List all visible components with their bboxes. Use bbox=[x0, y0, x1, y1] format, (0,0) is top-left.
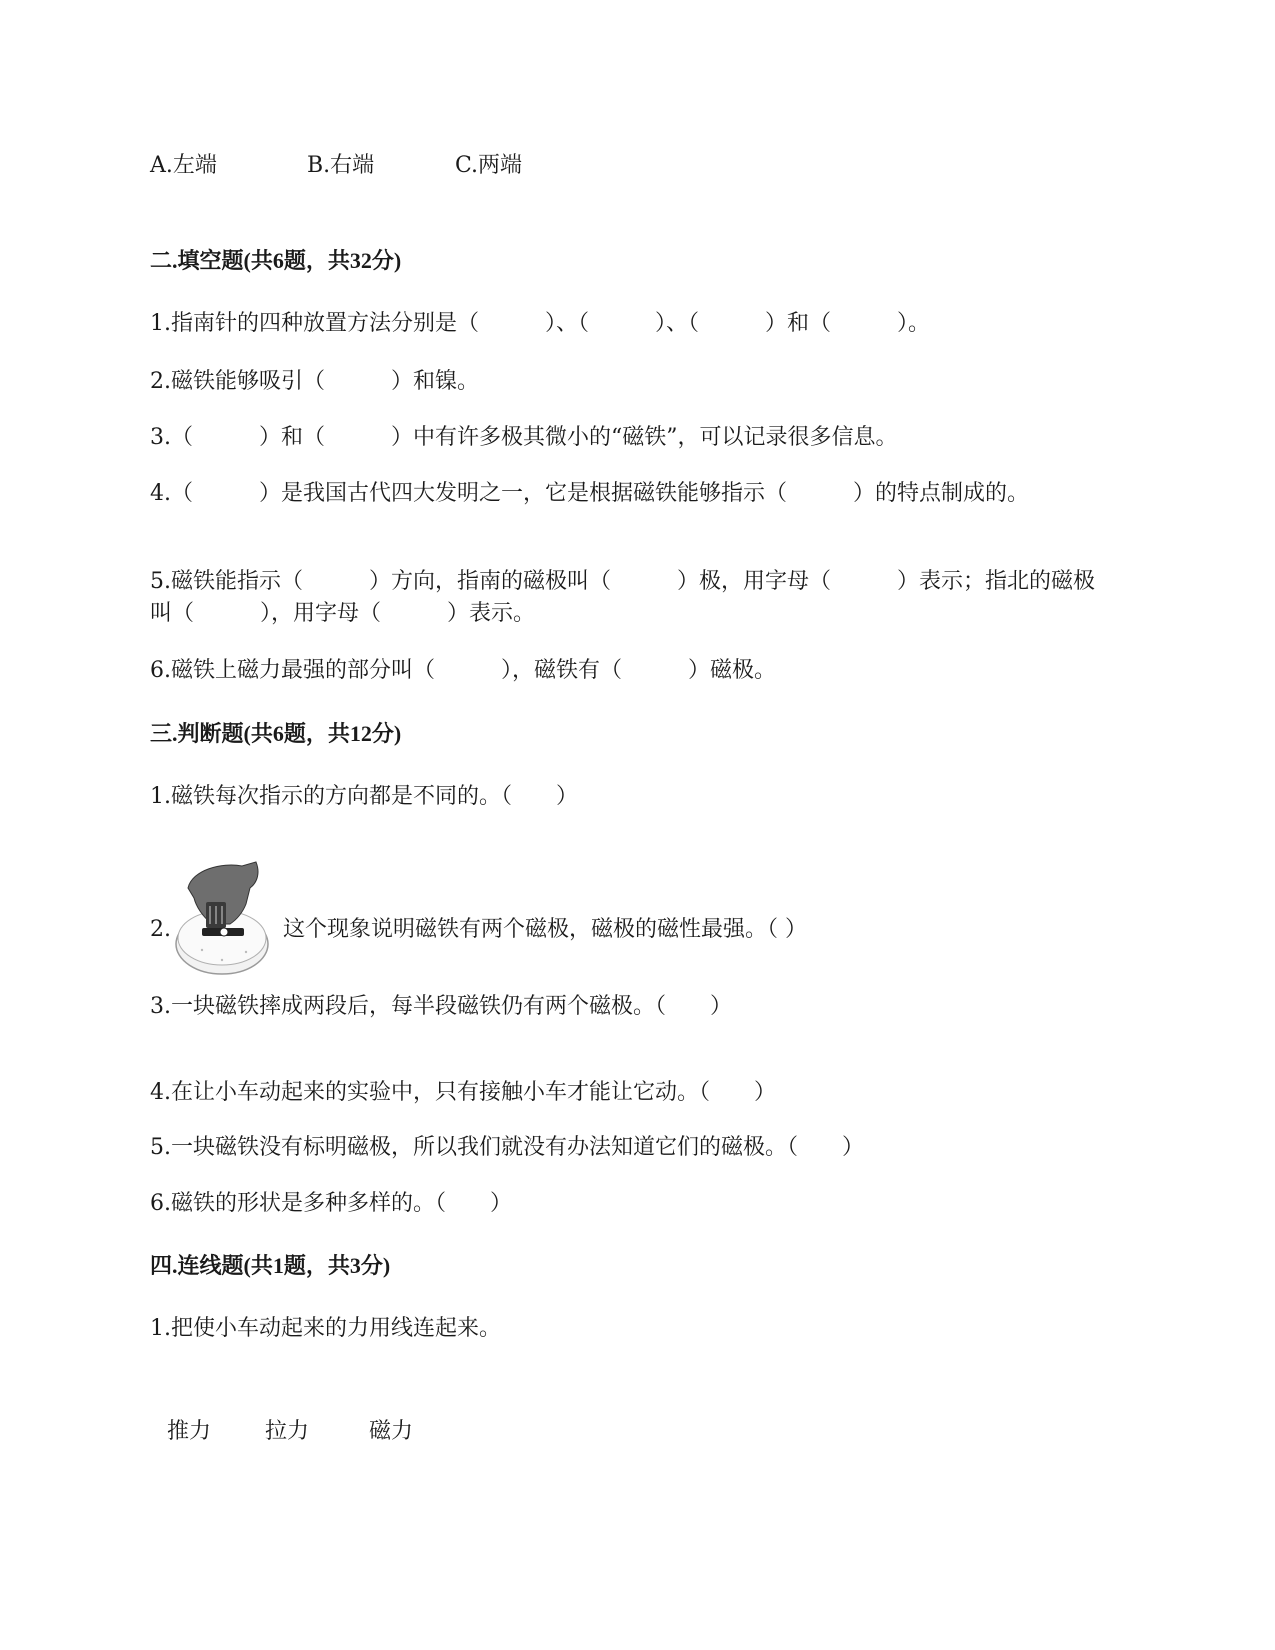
section4-question-1: 1.把使小车动起来的力用线连起来。 bbox=[150, 1316, 501, 1341]
section2-question-2: 2.磁铁能够吸引（ ）和镍。 bbox=[150, 369, 479, 394]
section2-question-5: 5.磁铁能指示（ ）方向，指南的磁极叫（ ）极，用字母（ ）表示；指北的磁极叫（ ），用字母（ ）表示。 bbox=[150, 569, 1095, 626]
magnet-compass-illustration bbox=[172, 858, 282, 976]
section3-question-2-number: 2. bbox=[150, 917, 171, 942]
option-c: C.两端 bbox=[455, 153, 523, 178]
section2-question-6: 6.磁铁上磁力最强的部分叫（ ），磁铁有（ ）磁极。 bbox=[150, 658, 776, 683]
option-a: A.左端 bbox=[150, 153, 217, 178]
section3-question-1: 1.磁铁每次指示的方向都是不同的。（ ） bbox=[150, 784, 578, 809]
section3-question-2-text: 这个现象说明磁铁有两个磁极，磁极的磁性最强。（ ） bbox=[283, 917, 807, 942]
match-word-magnetic: 磁力 bbox=[369, 1419, 414, 1444]
section3-question-6: 6.磁铁的形状是多种多样的。（ ） bbox=[150, 1191, 512, 1216]
section2-question-1: 1.指南针的四种放置方法分别是（ ）、（ ）、（ ）和（ ）。 bbox=[150, 311, 930, 336]
match-word-push: 推力 bbox=[167, 1419, 212, 1444]
section2-question-3: 3.（ ）和（ ）中有许多极其微小的“磁铁”，可以记录很多信息。 bbox=[150, 425, 898, 450]
section3-question-3: 3.一块磁铁摔成两段后，每半段磁铁仍有两个磁极。（ ） bbox=[150, 994, 732, 1019]
option-b: B.右端 bbox=[307, 153, 375, 178]
section4-heading: 四.连线题(共1题，共3分) bbox=[150, 1253, 391, 1278]
match-word-pull: 拉力 bbox=[265, 1419, 310, 1444]
section3-question-4: 4.在让小车动起来的实验中，只有接触小车才能让它动。（ ） bbox=[150, 1080, 776, 1105]
section3-question-5: 5.一块磁铁没有标明磁极，所以我们就没有办法知道它们的磁极。（ ） bbox=[150, 1135, 864, 1160]
section3-heading: 三.判断题(共6题，共12分) bbox=[150, 721, 402, 746]
section2-heading: 二.填空题(共6题，共32分) bbox=[150, 248, 402, 273]
section2-question-4: 4.（ ）是我国古代四大发明之一，它是根据磁铁能够指示（ ）的特点制成的。 bbox=[150, 481, 1029, 506]
